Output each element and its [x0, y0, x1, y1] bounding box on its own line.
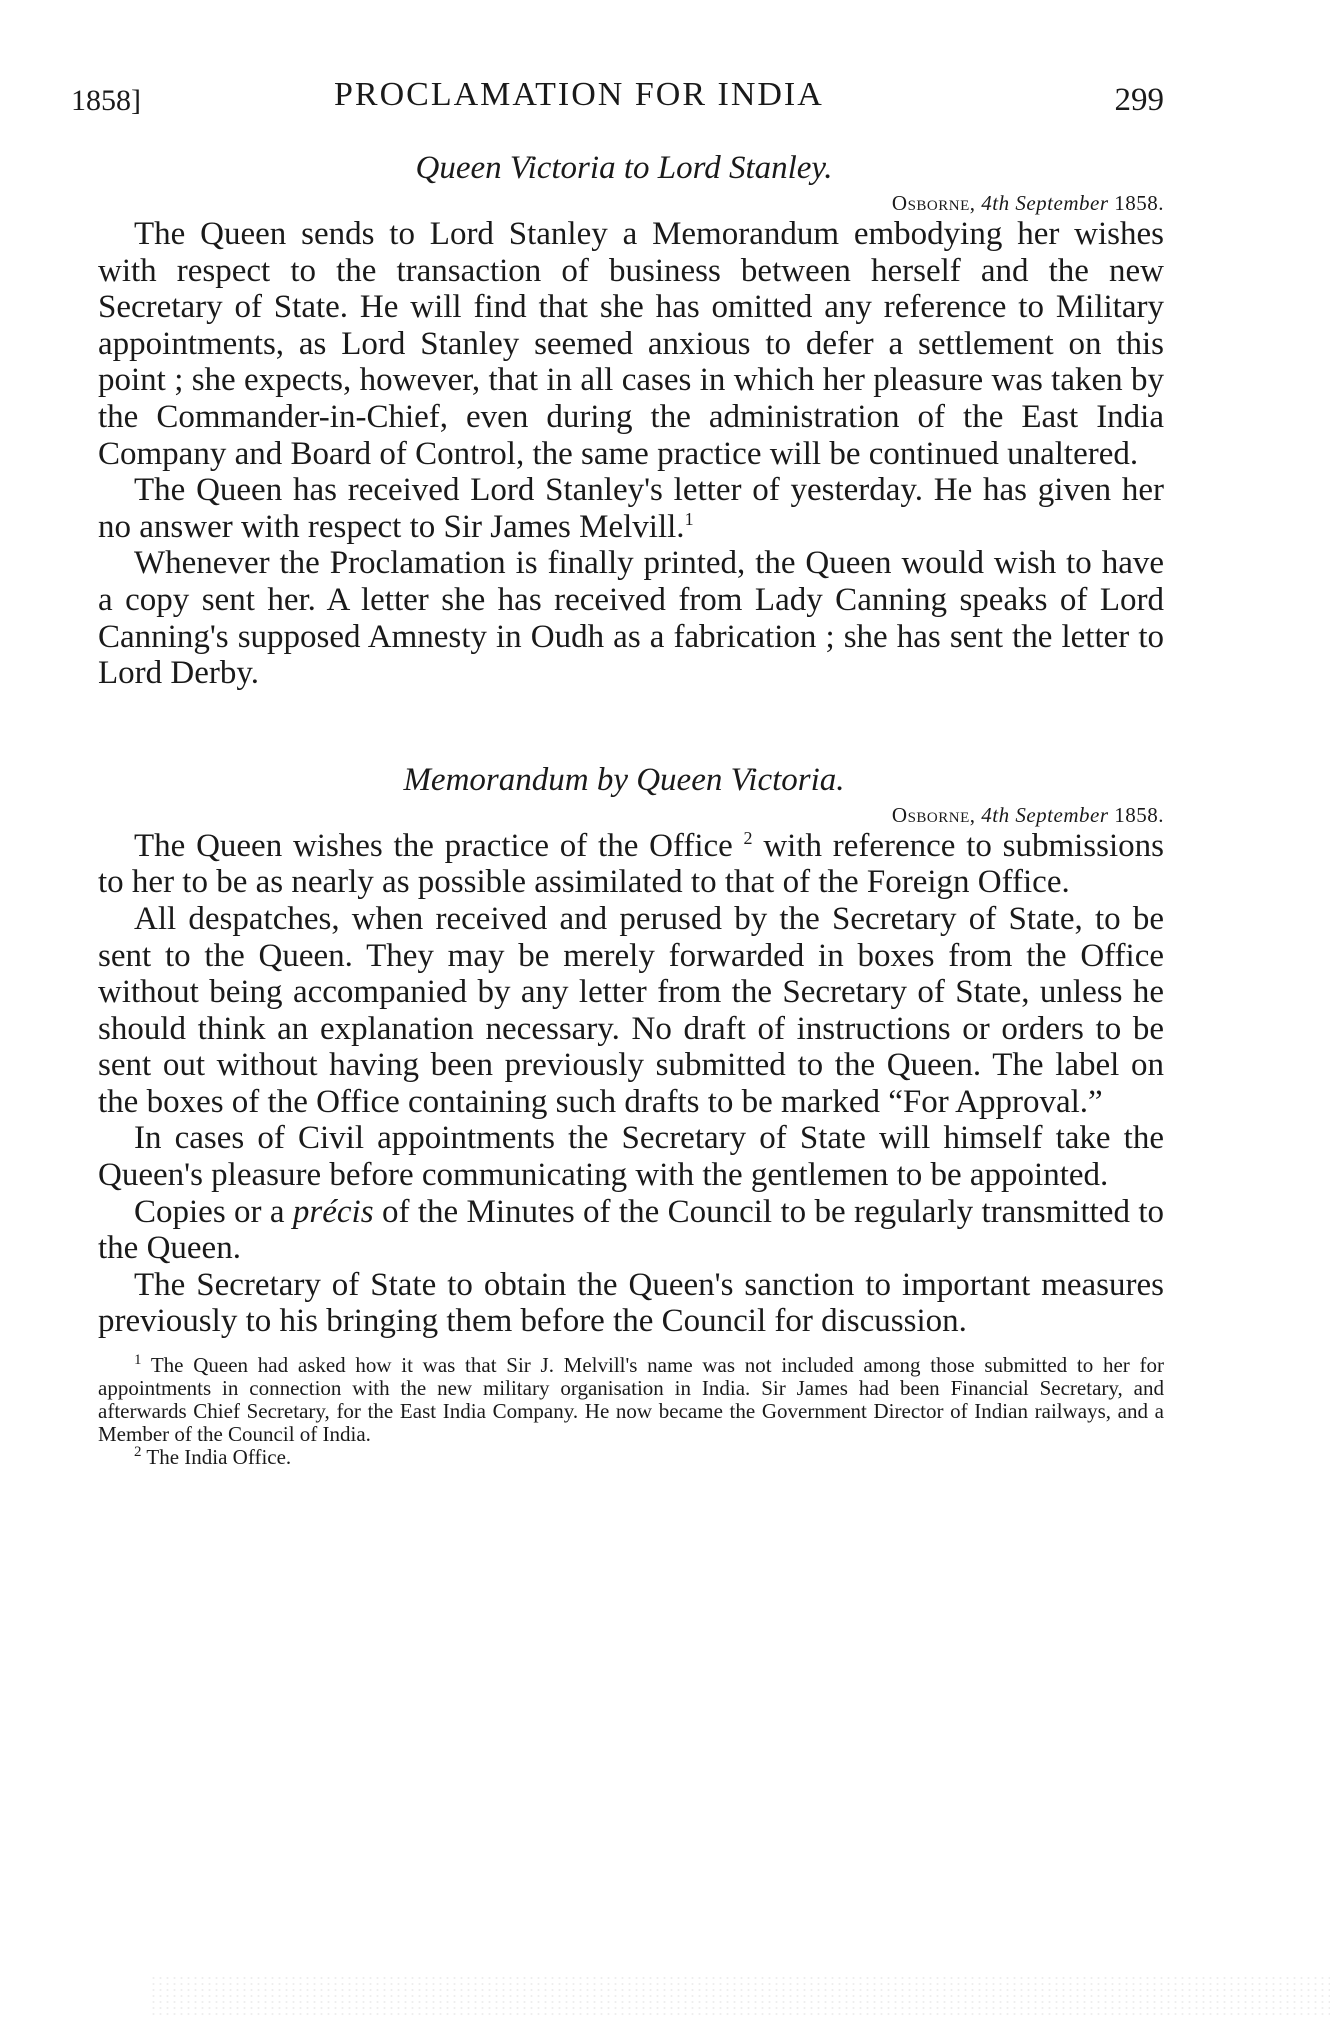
letter-paragraph-2-text: The Queen has received Lord Stanley's letter of yesterday. He has given her no answer with respect to Sir James Melvill. [98, 472, 1164, 545]
memorandum-dateline [98, 803, 1164, 828]
memorandum-paragraph-1-end: with reference to submissions to her to be as nearly as possible assimilated to that of the Foreign Office. [98, 827, 1164, 901]
footnotes [98, 1354, 1164, 1469]
memorandum-paragraph-4 [98, 1194, 1164, 1267]
running-head-title: PROCLAMATION FOR INDIA [334, 76, 824, 113]
footnote-2-number: 2 [134, 1444, 142, 1461]
footnote-1-number: 1 [134, 1352, 142, 1369]
footnote-2 [98, 1446, 1164, 1469]
memorandum-paragraph-1-start: The Queen wishes the practice of the Office [134, 827, 733, 864]
footnote-ref-1[interactable]: 1 [684, 508, 694, 529]
letter-date: 4th September [981, 191, 1109, 215]
memorandum-year: 1858. [1114, 802, 1164, 827]
memorandum-date: 4th September [981, 802, 1109, 827]
memorandum-paragraph-2: All despatches, when received and perused by the Secretary of State, to be sent to the Queen. They may be merely forwarded in boxes from the Office without being accompanied by any letter from the Secretary of State, unless he should think an explanation necessary. No draft of instructions or orders to be sent out without having been previously submitted to the Queen. The label on the boxes of the Office containing such drafts to be marked “For Approval.” [98, 900, 1164, 1120]
letter-heading: Queen Victoria to Lord Stanley. [415, 150, 833, 186]
footnote-1 [98, 1354, 1164, 1446]
page-number: 299 [1114, 82, 1164, 118]
running-head [71, 66, 1164, 128]
letter-paragraph-2 [98, 472, 1164, 545]
memorandum-paragraph-1 [98, 828, 1164, 901]
running-head-year: 1858] [71, 84, 141, 117]
scan-noise-band [150, 1975, 1330, 2015]
footnote-ref-2[interactable]: 2 [743, 827, 753, 848]
footnote-1-text: The Queen had asked how it was that Sir J. Melvill's name was not included among those submitted to her for appointments in connection with the new military organisation in India. Sir James had been Financial Secretary, and afterwards Chief Secretary, for the East India Company. He now became the Government Director of Indian railways, and a Member of the Council of India. [98, 1353, 1164, 1447]
memorandum-place: Osborne, [891, 802, 976, 827]
letter-dateline [98, 191, 1164, 216]
memorandum-paragraph-4-start: Copies or a [134, 1193, 285, 1230]
memorandum-paragraph-5: The Secretary of State to obtain the Queen's sanction to important measures previously to his bringing them before the Council for discussion. [98, 1266, 1164, 1340]
book-page [71, 66, 1164, 1470]
precis-term: précis [292, 1193, 374, 1230]
memorandum-paragraph-4-end: of the Minutes of the Council to be regularly transmitted to the Queen. [98, 1193, 1164, 1267]
memorandum-heading: Memorandum by Queen Victoria. [403, 761, 845, 798]
memorandum-paragraph-3: In cases of Civil appointments the Secretary of State will himself take the Queen's pleasure before communicating with the gentlemen to be appointed. [98, 1120, 1164, 1194]
footnote-2-text: The India Office. [146, 1445, 292, 1470]
letter-paragraph-3: Whenever the Proclamation is finally printed, the Queen would wish to have a copy sent her. A letter she has received from Lady Canning speaks of Lord Canning's supposed Amnesty in Oudh as a fabrication ; she has sent the letter to Lord Derby. [98, 545, 1164, 692]
letter-place: Osborne, [891, 191, 976, 215]
section-gap [98, 692, 1150, 740]
letter-year: 1858. [1114, 191, 1164, 215]
letter-paragraph-1: The Queen sends to Lord Stanley a Memorandum embodying her wishes with respect to the transaction of business between herself and the new Secretary of State. He will find that she has omitted any reference to Military appointments, as Lord Stanley seemed anxious to defer a settlement on this point ; she expects, however, that in all cases in which her pleasure was taken by the Commander-in-Chief, even during the administration of the East India Company and Board of Control, the same practice will be continued unaltered. [98, 216, 1164, 472]
